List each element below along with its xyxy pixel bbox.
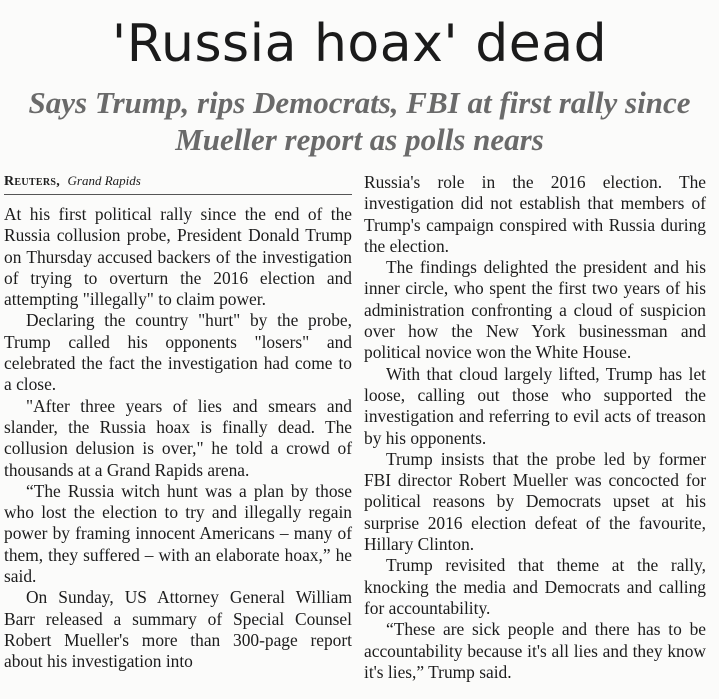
paragraph: “The Russia witch hunt was a plan by those who lost the election to try and illegally regain power by framing innocent Americans – many of them, they suffered – with an elaborate hoax,” he said. <box>4 480 352 587</box>
subheadline: Says Trump, rips Democrats, FBI at first rally since Mueller report as polls nears <box>28 85 691 157</box>
right-column <box>364 172 706 683</box>
paragraph: Declaring the country "hurt" by the probe, Trump called his opponents "losers" and celebrated the fact the investigation had come to a close. <box>4 310 352 395</box>
headline: 'Russia hoax' dead <box>111 14 608 74</box>
paragraph: The findings delighted the president and his inner circle, who spent the first two years of his administration confronting a cloud of suspicion over how the New York businessman and political novice won the White House. <box>364 257 706 363</box>
byline-place: Grand Rapids <box>67 173 141 188</box>
paragraph: On Sunday, US Attorney General William Barr released a summary of Special Counsel Robert Mueller's more than 300-page report about his investigation into <box>4 587 352 672</box>
byline-agency: Reuters, <box>4 174 61 189</box>
paragraph: Trump revisited that theme at the rally, knocking the media and Democrats and calling for accountability. <box>364 555 706 618</box>
paragraph: With that cloud largely lifted, Trump has let loose, calling out those who supported the investigation and referring to evil acts of treason by his opponents. <box>364 363 706 448</box>
byline <box>4 172 352 191</box>
paragraph: Trump insists that the probe led by former FBI director Robert Mueller was concocted for political reasons by Democrats upset at his surprise 2016 election defeat of the favourite, Hillary Clinton. <box>364 448 706 555</box>
paragraph: “These are sick people and there has to be accountability because it's all lies and they know it's lies,” Trump said. <box>364 619 706 682</box>
paragraph: "After three years of lies and smears and slander, the Russia hoax is finally dead. The collusion delusion is over," he told a crowd of thousands at a Grand Rapids arena. <box>4 395 352 480</box>
paragraph: At his first political rally since the end of the Russia collusion probe, President Donald Trump on Thursday accused backers of the investigation of trying to overturn the 2016 election and attempting "illegally" to claim power. <box>4 204 352 310</box>
byline-rule <box>4 194 352 195</box>
left-column <box>4 204 352 673</box>
paragraph-continuation: Russia's role in the 2016 election. The investigation did not establish that members of Trump's campaign conspired with Russia during the election. <box>364 172 706 256</box>
